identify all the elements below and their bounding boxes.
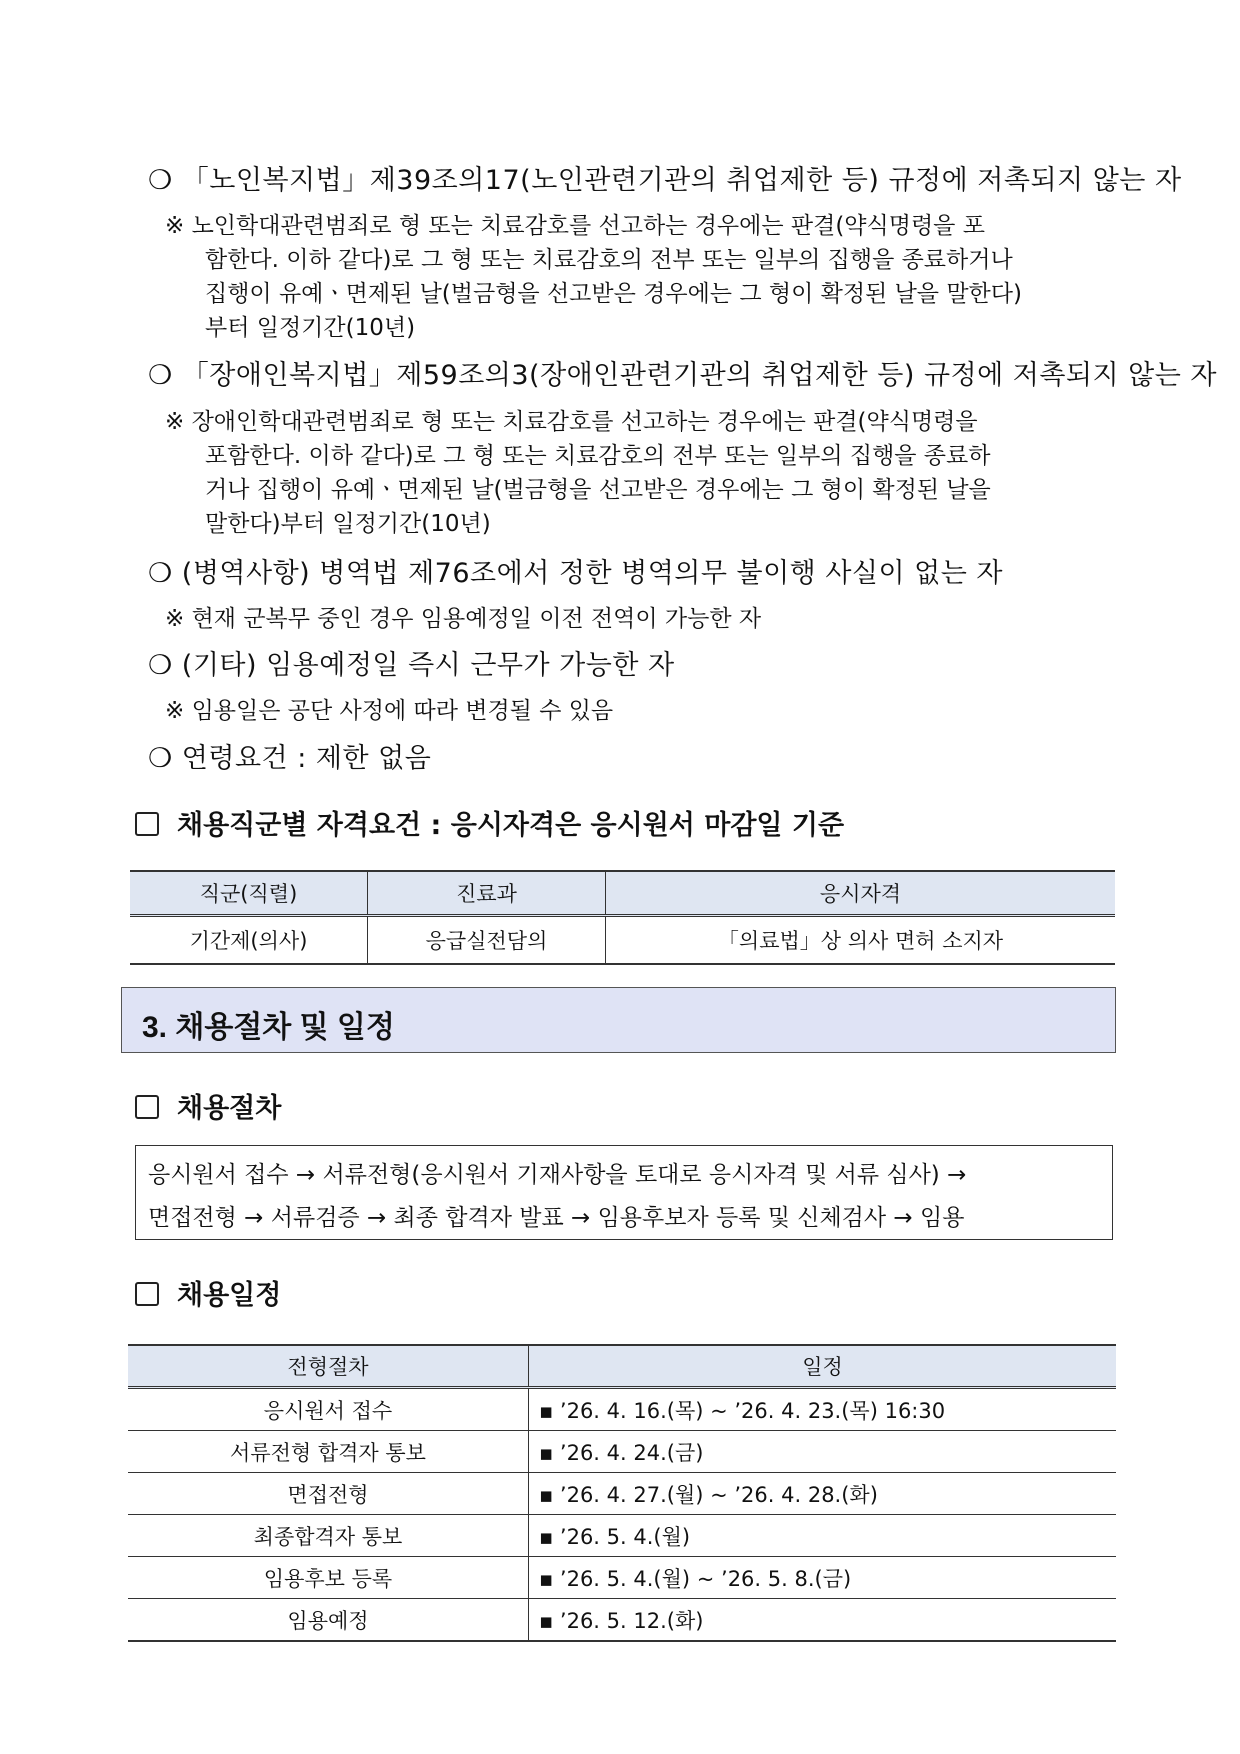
schedule-date: ▪ ’26. 5. 12.(화) (529, 1599, 1117, 1642)
schedule-date: ▪ ’26. 4. 27.(월) ~ ’26. 4. 28.(화) (529, 1473, 1117, 1515)
table-row (130, 916, 1115, 965)
note-line: 집행이 유예ㆍ면제된 날(벌금형을 선고받은 경우에는 그 형이 확정된 날을 말한다) (205, 281, 1022, 307)
table-row (128, 1515, 1116, 1557)
table-header: 일정 (529, 1345, 1117, 1388)
note-line: 거나 집행이 유예ㆍ면제된 날(벌금형을 선고받은 경우에는 그 형이 확정된 날을 (205, 477, 991, 503)
note-line: ※ 노인학대관련범죄로 형 또는 치료감호를 선고하는 경우에는 판결(약식명령을 포 (165, 213, 985, 239)
table-row (128, 1473, 1116, 1515)
checkbox-square-icon (135, 1095, 159, 1119)
schedule-date: ▪ ’26. 4. 16.(목) ~ ’26. 4. 23.(목) 16:30 (529, 1388, 1117, 1431)
bullet-military-service: ❍ (병역사항) 병역법 제76조에서 정한 병역의무 불이행 사실이 없는 자 (148, 558, 1004, 589)
checkbox-square-icon (135, 1282, 159, 1306)
schedule-stage: 최종합격자 통보 (128, 1515, 529, 1557)
note-line: ※ 현재 군복무 중인 경우 임용예정일 이전 전역이 가능한 자 (165, 606, 762, 632)
section-header (121, 987, 1116, 1053)
bullet-other: ❍ (기타) 임용예정일 즉시 근무가 가능한 자 (148, 650, 675, 681)
note-line: 함한다. 이하 같다)로 그 형 또는 치료감호의 전부 또는 일부의 집행을 종료하거나 (205, 247, 1013, 273)
bullet-disability-welfare-act: ❍ 「장애인복지법」제59조의3(장애인관련기관의 취업제한 등) 규정에 저촉되지 않는 자 (148, 360, 1218, 391)
section-title: 3. 채용절차 및 일정 (142, 1011, 395, 1044)
schedule-date: ▪ ’26. 5. 4.(월) ~ ’26. 5. 8.(금) (529, 1557, 1117, 1599)
schedule-table (128, 1344, 1116, 1642)
table-row (128, 1557, 1116, 1599)
procedure-line: 면접전형 → 서류검증 → 최종 합격자 발표 → 임용후보자 등록 및 신체검사 → 임용 (148, 1205, 965, 1231)
note-line: ※ 임용일은 공단 사정에 따라 변경될 수 있음 (165, 698, 614, 724)
qualification-heading: 채용직군별 자격요건 : 응시자격은 응시원서 마감일 기준 (135, 803, 844, 842)
table-header: 직군(직렬) (130, 871, 368, 916)
qualification-table (130, 870, 1115, 965)
checkbox-square-icon (135, 812, 159, 836)
table-row (128, 1388, 1116, 1431)
bullet-age: ❍ 연령요건 : 제한 없음 (148, 743, 432, 774)
table-row (128, 1431, 1116, 1473)
schedule-stage: 임용후보 등록 (128, 1557, 529, 1599)
procedure-line: 응시원서 접수 → 서류전형(응시원서 기재사항을 토대로 응시자격 및 서류 심사) → (148, 1162, 967, 1188)
schedule-stage: 서류전형 합격자 통보 (128, 1431, 529, 1473)
schedule-date: ▪ ’26. 4. 24.(금) (529, 1431, 1117, 1473)
note-line: 부터 일정기간(10년) (205, 315, 416, 341)
procedure-box (135, 1145, 1113, 1240)
note-line: 말한다)부터 일정기간(10년) (205, 511, 491, 537)
schedule-date: ▪ ’26. 5. 4.(월) (529, 1515, 1117, 1557)
note-line: ※ 장애인학대관련범죄로 형 또는 치료감호를 선고하는 경우에는 판결(약식명령을 (165, 409, 978, 435)
table-cell: 기간제(의사) (130, 916, 368, 965)
schedule-stage: 면접전형 (128, 1473, 529, 1515)
table-header: 응시자격 (606, 871, 1116, 916)
table-cell: 「의료법」상 의사 면허 소지자 (606, 916, 1116, 965)
procedure-heading: 채용절차 (135, 1086, 281, 1125)
bullet-elderly-welfare-act: ❍ 「노인복지법」제39조의17(노인관련기관의 취업제한 등) 규정에 저촉되지 않는 자 (148, 165, 1182, 196)
table-header: 전형절차 (128, 1345, 529, 1388)
table-cell: 응급실전담의 (368, 916, 606, 965)
schedule-heading: 채용일정 (135, 1273, 281, 1312)
schedule-stage: 임용예정 (128, 1599, 529, 1642)
table-row (128, 1599, 1116, 1642)
table-header: 진료과 (368, 871, 606, 916)
schedule-stage: 응시원서 접수 (128, 1388, 529, 1431)
note-line: 포함한다. 이하 같다)로 그 형 또는 치료감호의 전부 또는 일부의 집행을 종료하 (205, 443, 991, 469)
